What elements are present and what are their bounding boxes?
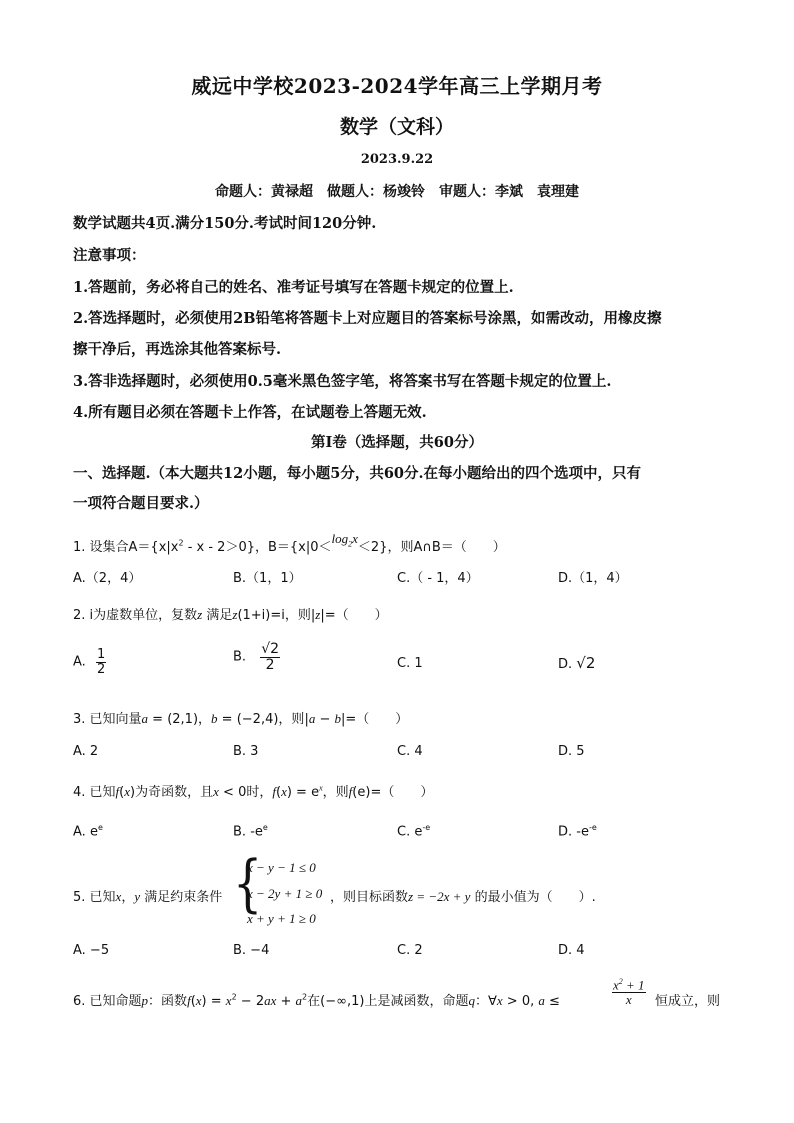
note-4: 4.所有题目必须在答题卡上作答，在试题卷上答题无效. xyxy=(73,404,427,421)
subject-title: 数学（文科） xyxy=(339,116,454,138)
question-6-fraction: $\frac{x^2 + 1}{x}$ xyxy=(613,977,645,1007)
authors-line: 命题人：黄禄超 做题人：杨竣铃 审题人：李斌 袁理建 xyxy=(215,184,579,200)
notice-title: 注意事项： xyxy=(73,247,146,264)
question-4-option-c: C. $e^{-e}$ xyxy=(397,823,431,840)
question-1-option-a: A.（2，4） xyxy=(73,571,142,586)
note-2-cont: 擦干净后，再选涂其他答案标号. xyxy=(73,341,282,358)
note-1: 1.答题前，务必将自己的姓名、准考证号填写在答题卡规定的位置上. xyxy=(73,279,514,296)
question-5-stem-a: 5. 已知x，y 满足约束条件 xyxy=(73,889,223,905)
note-2: 2.答选择题时，必须使用2B铅笔将答题卡上对应题目的答案标号涂黑，如需改动，用橡皮擦 xyxy=(73,310,662,327)
question-6-stem: 6. 已知命题p：函数$f(x) = x^2 - 2ax + a^2$在(−∞,1)上是减函数，命题q：∀x > 0, a ≤ xyxy=(73,992,560,1009)
question-5-option-d: D. 4 xyxy=(558,943,585,958)
note-3: 3.答非选择题时，必须使用0.5毫米黑色签字笔，将答案书写在答题卡规定的位置上. xyxy=(73,373,612,390)
question-3-option-a: A. 2 xyxy=(73,744,99,759)
question-5-stem-b: ，则目标函数z = −2x + y 的最小值为（ ）. xyxy=(330,889,596,905)
question-2-option-c: C. 1 xyxy=(397,656,423,671)
question-2-option-a: A. $\frac{1}{2}$ xyxy=(73,647,106,677)
exam-date: 2023.9.22 xyxy=(360,152,434,167)
question-5-option-b: B. −4 xyxy=(233,943,270,958)
question-3-option-b: B. 3 xyxy=(233,744,259,759)
question-3-option-d: D. 5 xyxy=(558,744,585,759)
question-3-stem: 3. 已知向量a = (2,1)，b = (−2,4)，则|a − b|=（ ） xyxy=(73,711,409,727)
question-1-option-b: B.（1，1） xyxy=(233,571,302,586)
question-5-option-a: A. −5 xyxy=(73,943,110,958)
question-3-option-c: C. 4 xyxy=(397,744,423,759)
question-6-stem-tail: 恒成立，则 xyxy=(655,994,721,1009)
exam-title: 威远中学校2023-2024学年高三上学期月考 xyxy=(191,74,603,98)
question-4-option-d: D. $-e^{-e}$ xyxy=(558,823,597,840)
question-1-option-c: C.（ - 1，4） xyxy=(397,571,479,586)
question-1-stem: 1. 设集合$A=\{x|x^2 - x - 2>0\}$，$B=\{x|0<\log_2x<2\}$，则A∩B＝（ ） xyxy=(73,531,506,555)
part-title: 第Ⅰ卷（选择题，共60分） xyxy=(311,434,483,451)
question-1-option-d: D.（1，4） xyxy=(558,571,628,586)
section-heading: 一、选择题.（本大题共12小题，每小题5分，共60分.在每小题给出的四个选项中，只有 xyxy=(73,465,642,482)
section-heading-cont: 一项符合题目要求.） xyxy=(73,495,209,512)
constraint-brace: { xyxy=(233,846,263,920)
question-4-option-b: B. $-e^e$ xyxy=(233,823,268,840)
question-4-option-a: A. $e^e$ xyxy=(73,823,103,840)
question-2-stem: 2. i为虚数单位，复数z 满足z(1+i)=i，则|z|=（ ） xyxy=(73,607,388,623)
constraint-3: x + y + 1 ≥ 0 xyxy=(247,911,316,926)
question-5-option-c: C. 2 xyxy=(397,943,423,958)
question-2-option-d: D. √2 xyxy=(558,654,596,672)
constraint-2: x − 2y + 1 ≥ 0 xyxy=(247,886,323,901)
question-2-option-b: B. $\frac{√2}{2}$ xyxy=(233,641,280,673)
exam-summary: 数学试题共4页.满分150分.考试时间120分钟. xyxy=(73,215,377,232)
question-4-stem: 4. 已知f(x)为奇函数，且x < 0时，$f(x) = e^x$，则f(e)=（ ） xyxy=(73,783,434,800)
constraint-1: x − y − 1 ≤ 0 xyxy=(247,860,316,875)
